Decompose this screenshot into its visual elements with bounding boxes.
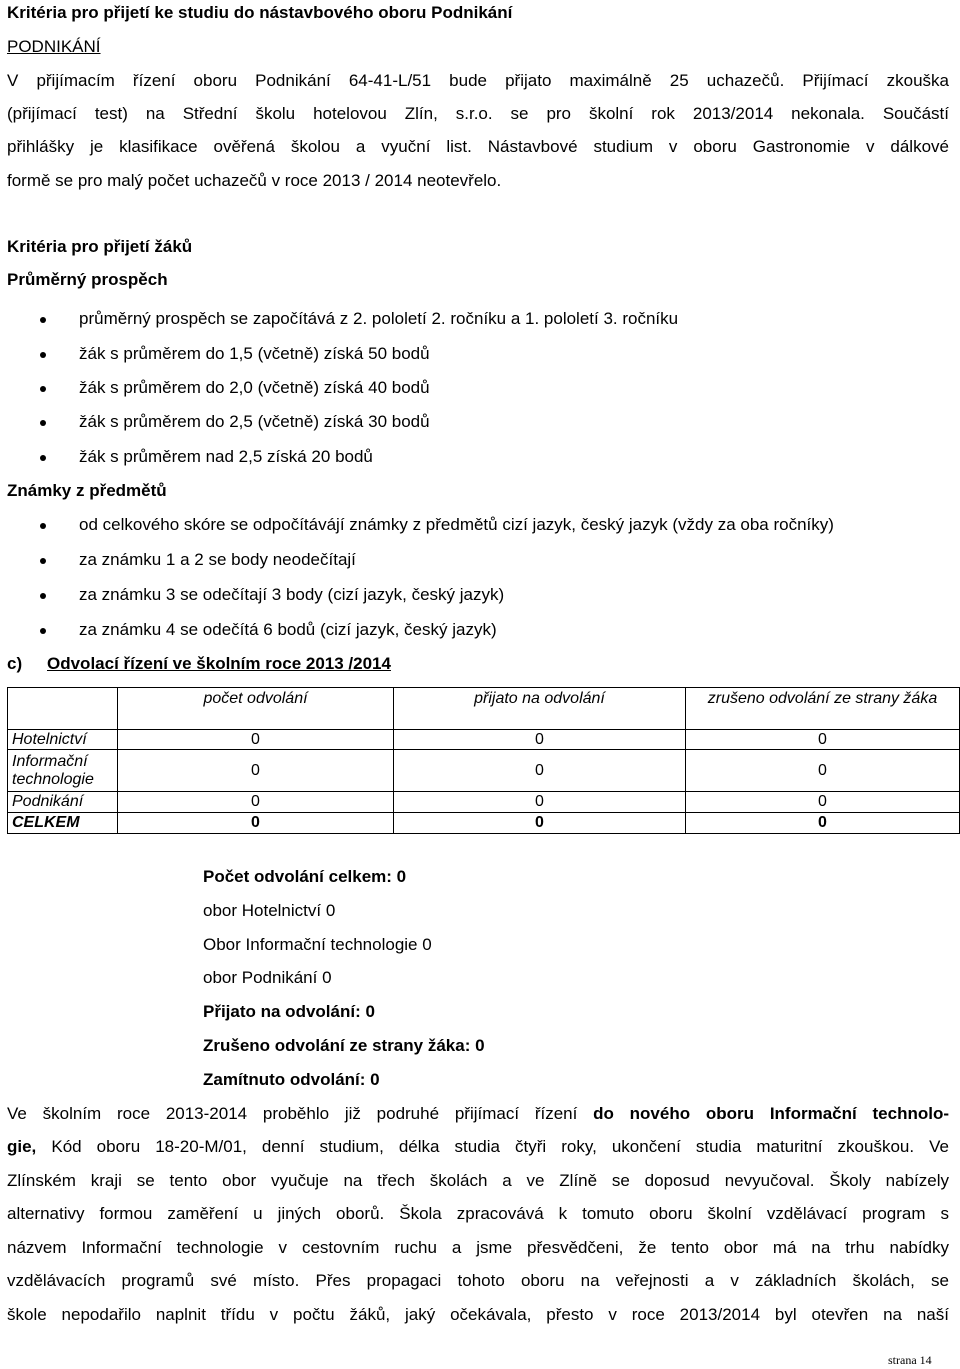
table-row xyxy=(8,730,960,750)
table-row xyxy=(8,792,960,813)
list-item-text: žák s průměrem do 1,5 (včetně) získá 50 bodů xyxy=(79,344,430,363)
table-header-cell: přijato na odvolání xyxy=(394,688,686,730)
paragraph-line: vzdělávacích programů své místo. Přes propagaci tohoto oboru na veřejnosti a v základních školách, se xyxy=(7,1271,949,1290)
document-heading: Kritéria pro přijetí ke studiu do nástavbového oboru Podnikání xyxy=(7,3,513,22)
table-cell: 0 xyxy=(118,792,394,813)
paragraph-text: Kód oboru 18-20-M/01, denní studium, délka studia čtyři roky, ukončení studia maturitní zkouškou. Ve xyxy=(36,1137,949,1156)
table-header-cell: zrušeno odvolání ze strany žáka xyxy=(686,688,960,730)
subheading: PODNIKÁNÍ xyxy=(7,37,101,56)
table-cell: 0 xyxy=(394,750,686,792)
summary-line: Zamítnuto odvolání: 0 xyxy=(203,1070,380,1089)
table-total-row xyxy=(8,813,960,834)
summary-line: Zrušeno odvolání ze strany žáka: 0 xyxy=(203,1036,485,1055)
list-item-text: žák s průměrem nad 2,5 získá 20 bodů xyxy=(79,447,373,466)
paragraph-line: Zlínském kraji se tento obor vyučuje na třech školách a ve Zlíně se doposud nevyučoval. Školy nabízely xyxy=(7,1171,949,1190)
table-cell: 0 xyxy=(686,730,960,750)
table-cell: 0 xyxy=(118,730,394,750)
bullet-icon xyxy=(40,628,46,634)
paragraph-line: škole nepodařilo naplnit třídu v počtu žáků, jaký očekávala, přesto v roce 2013/2014 byl otevřen na naší xyxy=(7,1305,949,1324)
list-item-text: za známku 4 se odečítá 6 bodů (cizí jazyk, český jazyk) xyxy=(79,620,497,639)
paragraph-line: názvem Informační technologie v cestovním ruchu a jsme přesvědčeni, že tento obor má na trhu nabídky xyxy=(7,1238,949,1257)
list-item-text: průměrný prospěch se započítává z 2. pololetí 2. ročníku a 1. pololetí 3. ročníku xyxy=(79,309,679,328)
table-header-row xyxy=(8,688,960,730)
intro-line-2: (přijímací test) na Střední školu hotelovou Zlín, s.r.o. se pro školní rok 2013/2014 nekonala. Součástí xyxy=(7,104,949,123)
table-cell: 0 xyxy=(394,792,686,813)
summary-line: Obor Informační technologie 0 xyxy=(203,935,432,954)
summary-line: obor Hotelnictví 0 xyxy=(203,901,336,920)
bullet-icon xyxy=(40,455,46,461)
intro-line-4: formě se pro malý počet uchazečů v roce 2013 / 2014 neotevřelo. xyxy=(7,171,502,190)
paragraph-bold-text: do nového oboru Informační technolo- xyxy=(593,1104,949,1123)
table-cell: 0 xyxy=(394,730,686,750)
paragraph-line xyxy=(7,1104,949,1124)
table-cell: 0 xyxy=(118,813,394,834)
row-label: CELKEM xyxy=(8,813,118,834)
paragraph-bold-text: gie, xyxy=(7,1137,37,1156)
summary-line: Přijato na odvolání: 0 xyxy=(203,1002,375,1021)
table-cell: 0 xyxy=(118,750,394,792)
bullet-icon xyxy=(40,317,46,323)
summary-line: obor Podnikání 0 xyxy=(203,968,332,987)
table-header-cell xyxy=(8,688,118,730)
bullet-icon xyxy=(40,386,46,392)
list-item-text: od celkového skóre se odpočítávájí známky z předmětů cizí jazyk, český jazyk (vždy za oba ročníky) xyxy=(79,515,834,534)
paragraph-text: Ve školním roce 2013-2014 proběhlo již podruhé přijímací řízení xyxy=(7,1104,594,1123)
bullet-icon xyxy=(40,558,46,564)
table-cell: 0 xyxy=(686,750,960,792)
table-cell: 0 xyxy=(686,792,960,813)
table-row xyxy=(8,750,960,792)
intro-line-3: přihlášky je klasifikace ověřená školou a vyuční list. Nástavbové studium v oboru Gastronomie v dálkové xyxy=(7,137,949,156)
paragraph-line xyxy=(7,1137,949,1157)
page-number: strana 14 xyxy=(888,1353,932,1367)
intro-line-1: V přijímacím řízení oboru Podnikání 64-41-L/51 bude přijato maximálně 25 uchazečů. Přijímací zkouška xyxy=(7,71,949,90)
summary-line: Počet odvolání celkem: 0 xyxy=(203,867,407,886)
table-cell: 0 xyxy=(394,813,686,834)
list-item-text: za známku 3 se odečítají 3 body (cizí jazyk, český jazyk) xyxy=(79,585,505,604)
row-label: Informační technologie xyxy=(8,750,118,792)
bullet-icon xyxy=(40,593,46,599)
table-header-cell: počet odvolání xyxy=(118,688,394,730)
row-label: Hotelnictví xyxy=(8,730,118,750)
list-item-text: za známku 1 a 2 se body neodečítají xyxy=(79,550,356,569)
bullet-icon xyxy=(40,352,46,358)
bullet-icon xyxy=(40,420,46,426)
list-item-text: žák s průměrem do 2,0 (včetně) získá 40 bodů xyxy=(79,378,430,397)
table-cell: 0 xyxy=(686,813,960,834)
grades-title: Známky z předmětů xyxy=(7,481,167,500)
average-title: Průměrný prospěch xyxy=(7,270,168,289)
list-item-text: žák s průměrem do 2,5 (včetně) získá 30 bodů xyxy=(79,412,430,431)
paragraph-line: alternativy formou zaměření u jiných oborů. Škola zpracovává k tomuto oboru školní vzdělávací program s xyxy=(7,1204,949,1223)
bullet-icon xyxy=(40,523,46,529)
criteria-title: Kritéria pro přijetí žáků xyxy=(7,237,193,256)
section-prefix: c) xyxy=(7,654,23,673)
appeals-table xyxy=(7,687,960,834)
section-title: Odvolací řízení ve školním roce 2013 /2014 xyxy=(47,654,391,673)
row-label: Podnikání xyxy=(8,792,118,813)
